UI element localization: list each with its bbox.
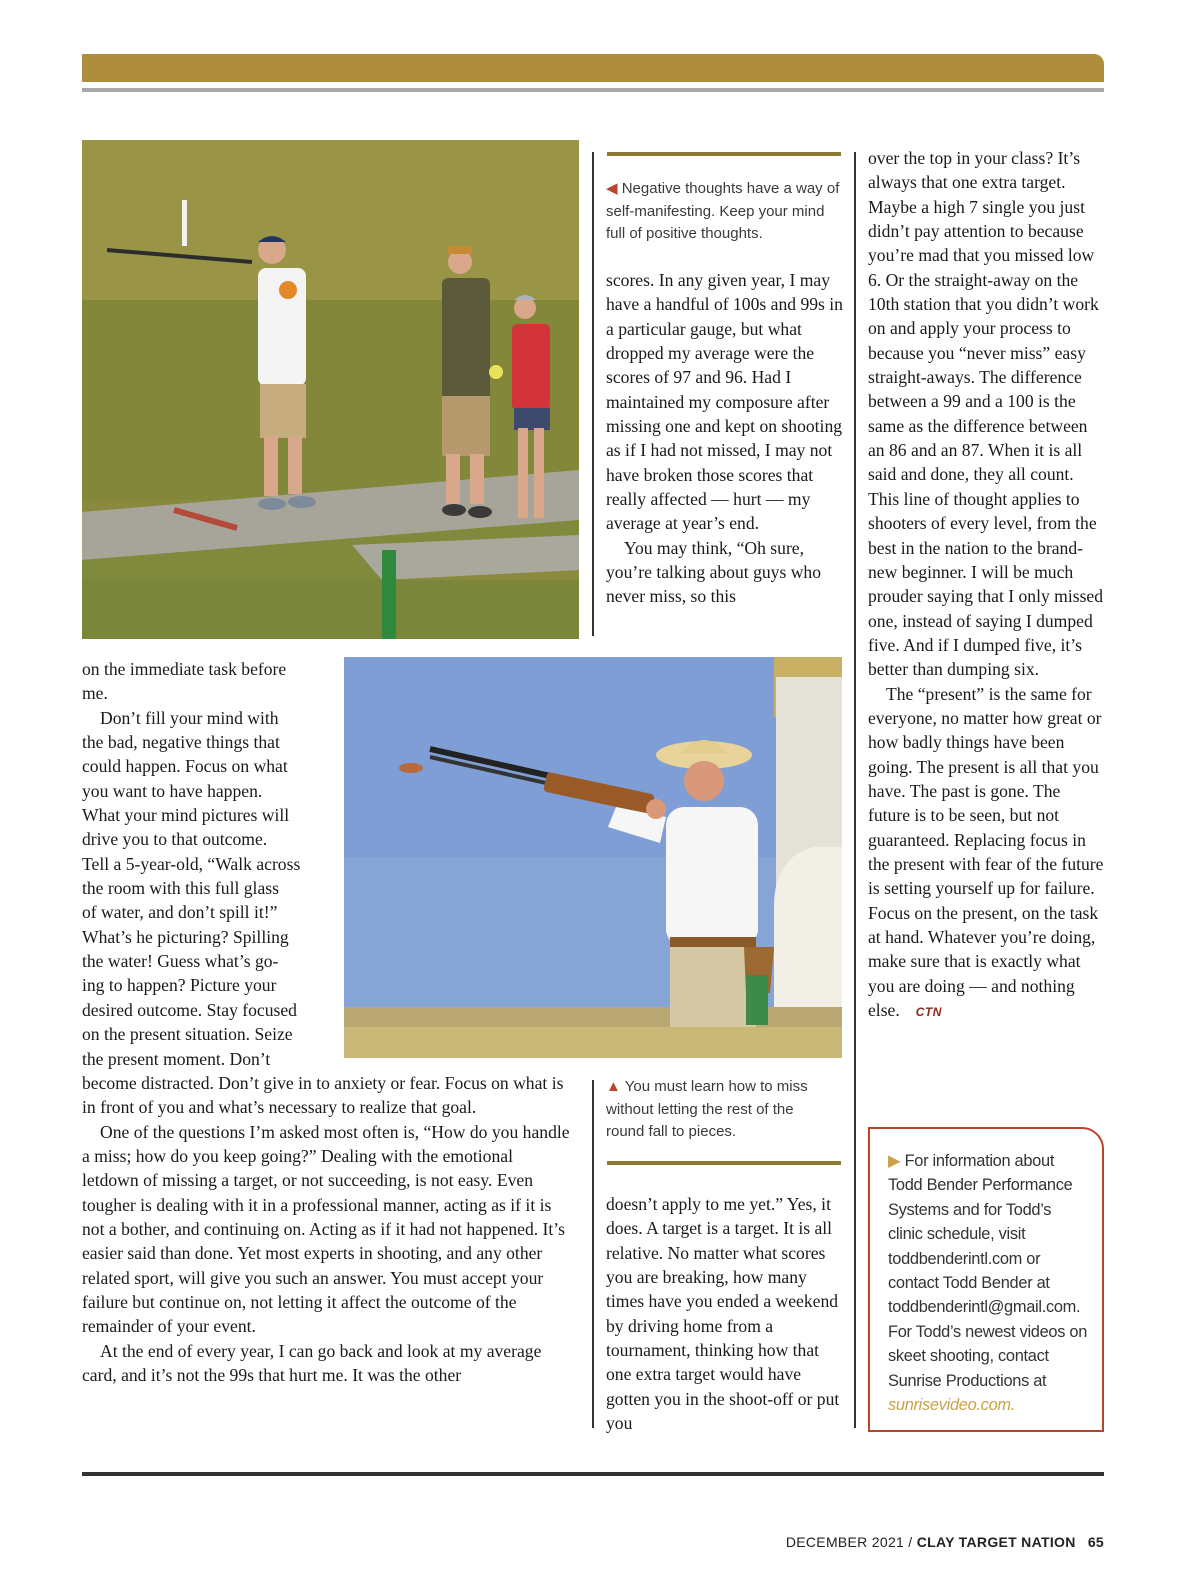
caption-arrow-left-icon: ◀ [606,180,618,197]
ctn-end-mark-icon: CTN [915,1005,942,1020]
paragraph: over the top in your class? It’s always that one extra target. Maybe a high 7 single you just didn’t pay attention to because you’re mad that you missed low 6. Or the straight-away on the 10th station that you didn’t work on and apply your process to because you “never miss” easy straight-aways. The difference between a 99 and a 100 is the same as the difference between an 86 and an 87. When it is all said and done, they all count. This line of thought applies to shooters of every level, from the best in the nation to the brand-new beginner. I will be much prouder saying that I only missed one, instead of saying I dumped five. And if I dumped five, it’s better than dumping six. [868,148,1104,680]
paragraph: scores. In any given year, I may have a handful of 100s and 99s in a particular gauge, but what dropped my average were the scores of 97 and 96. Had I maintained my composure after missing one and kept on shooting as if I had not missed, I may not have broken those scores that really affected — hurt — my average at year’s end. [606,270,843,534]
text-line: on the immediate task before [82,659,287,679]
text-line: What’s he picturing? Spilling [82,926,289,947]
header-color-bar [82,54,1104,82]
photo-skeet-shooter [344,657,842,1058]
author-info-box [868,1127,1104,1432]
text-line: drive you to that outcome. [82,829,268,850]
caption-arrow-up-icon: ▲ [606,1078,621,1095]
caption-rule [607,152,841,156]
text-line: Don’t fill your mind with [100,707,279,728]
info-text: For information about Todd Bender Performance Systems and for Todd’s clinic schedule, visit toddbenderintl.com or contact Todd Bender at toddbenderintl@gmail.com. For Todd’s newest videos on skeet shooting, contact Sunrise Productions at [888,1152,1088,1390]
footer-date: DECEMBER 2021 / [785,1534,913,1550]
paragraph: become distracted. Don’t give in to anxiety or fear. Focus on what is in front of you and what’s necessary to realize that goal. [82,1073,564,1118]
text-line: Tell a 5-year-old, “Walk across [82,853,301,874]
text-line: the water! Guess what’s go- [82,951,279,972]
caption-rule [607,1161,841,1165]
text-line: of water, and don’t spill it!” [82,902,278,923]
page-number: 65 [1087,1534,1104,1550]
paragraph-text: The “present” is the same for everyone, no matter how great or how badly things have been going. The present is all that you have. The past is gone. The future is to be seen, but not guaranteed. Replacing focus in the present with fear of the future is setting yourself up for failure. Focus on the present, on the task at hand. Whatever you’re doing, make sure that is exactly what you are doing — and nothing else. [868,683,1104,1021]
text-line: the room with this full glass [82,878,279,899]
paragraph: You may think, “Oh sure, you’re talking about guys who never miss, so this [606,537,821,607]
caption-text: Negative thoughts have a way of self-manifesting. Keep your mind full of positive thoughts. [606,180,840,242]
photo-caption-bottom [606,1076,836,1144]
paragraph [868,682,1104,1025]
article-column-1-narrow [82,657,337,1071]
article-column-2-top [606,268,844,609]
article-column-2-bottom [606,1192,846,1435]
article-column-1-wide [82,1071,573,1387]
text-line: the bad, negative things that [82,732,280,753]
text-line: What your mind pictures will [82,805,290,826]
paragraph: At the end of every year, I can go back and look at my average card, and it’s not the 99s that hurt me. It was the other [82,1340,542,1386]
text-line: desired outcome. Stay focused [82,999,297,1020]
footer-magazine-name: CLAY TARGET NATION [916,1534,1076,1550]
paragraph: doesn’t apply to me yet.” Yes, it does. A target is a target. It is all relative. No matter what scores you are breaking, how many times have you ended a weekend by driving home from a tournament, thinking how that one extra target would have gotten you in the shoot-off or put you [606,1194,840,1434]
caption-text: You must learn how to miss without letting the rest of the round fall to pieces. [606,1078,808,1140]
photo-shooters-on-field [82,140,579,639]
text-line: could happen. Focus on what [82,756,288,777]
sunrise-video-link[interactable]: sunrisevideo.com. [888,1396,1015,1415]
text-line: ing to happen? Picture your [82,975,277,996]
article-column-3 [868,146,1104,1024]
text-line: me. [82,683,108,704]
page-footer [786,1534,1104,1550]
text-line: the present moment. Don’t [82,1048,271,1069]
text-line: on the present situation. Seize [82,1024,293,1045]
header-rule [82,88,1104,92]
photo-caption-top [606,178,846,246]
footer-rule [82,1472,1104,1476]
paragraph: One of the questions I’m asked most often is, “How do you handle a miss; how do you keep going?” Dealing with the emotional letdown of missing a target, or not succeeding, is not easy. Even tougher is dealing with it in a professional manner, acting as if it is not a bother, and continuing on. Acting as if it had not happened. It’s easier said than done. Yet most experts in shooting, and any other related sport, will give you such an answer. You must accept your failure but continue on, not letting it affect the outcome of the remainder of your event. [82,1121,570,1337]
column-divider [854,152,856,1428]
column-divider [592,1080,594,1428]
column-divider [592,152,594,636]
text-line: you want to have happen. [82,780,263,801]
info-arrow-right-icon: ▶ [888,1152,901,1170]
